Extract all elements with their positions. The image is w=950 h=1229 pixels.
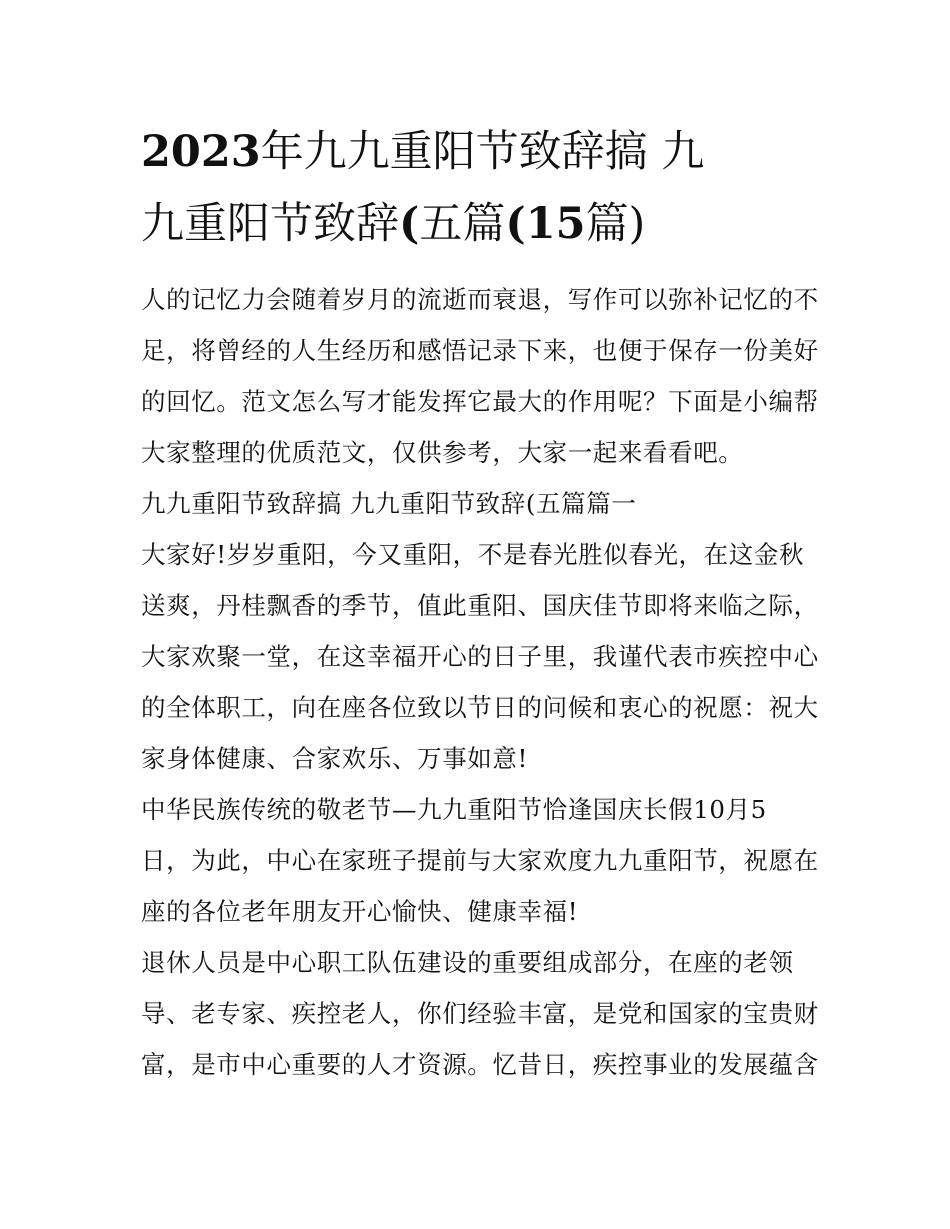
body-line: 送爽，丹桂飘香的季节，值此重阳、国庆佳节即将来临之际，	[141, 591, 819, 620]
body-line: 大家欢聚一堂，在这幸福开心的日子里，我谨代表市疾控中心	[141, 642, 819, 671]
document-title	[141, 116, 821, 260]
body-line: 导、老专家、疾控老人，你们经验丰富，是党和国家的宝贵财	[141, 999, 819, 1028]
body-line: 富，是市中心重要的人才资源。忆昔日，疾控事业的发展蕴含	[141, 1050, 819, 1079]
title-line-1: 2023年九九重阳节致辞搞 九	[141, 127, 705, 177]
body-line: 大家好!岁岁重阳，今又重阳，不是春光胜似春光，在这金秋	[141, 540, 805, 569]
body-line: 人的记忆力会随着岁月的流逝而衰退，写作可以弥补记忆的不	[141, 285, 819, 314]
body-line: 的全体职工，向在座各位致以节日的问候和衷心的祝愿：祝大	[141, 693, 819, 722]
body-line: 大家整理的优质范文，仅供参考，大家一起来看看吧。	[141, 438, 744, 467]
body-line: 日，为此，中心在家班子提前与大家欢度九九重阳节，祝愿在	[141, 846, 819, 875]
body-line: 退休人员是中心职工队伍建设的重要组成部分，在座的老领	[141, 948, 794, 977]
body-line: 中华民族传统的敬老节—九九重阳节恰逢国庆长假10月5	[141, 795, 767, 824]
body-line: 的回忆。范文怎么写才能发挥它最大的作用呢？下面是小编帮	[141, 387, 819, 416]
title-line-2: 九重阳节致辞(五篇(15篇)	[141, 199, 646, 249]
body-line: 家身体健康、合家欢乐、万事如意!	[141, 744, 528, 773]
body-line: 足，将曾经的人生经历和感悟记录下来，也便于保存一份美好	[141, 336, 819, 365]
body-line: 座的各位老年朋友开心愉快、健康幸福!	[141, 897, 579, 926]
section-heading: 九九重阳节致辞搞 九九重阳节致辞(五篇篇一	[141, 489, 637, 518]
